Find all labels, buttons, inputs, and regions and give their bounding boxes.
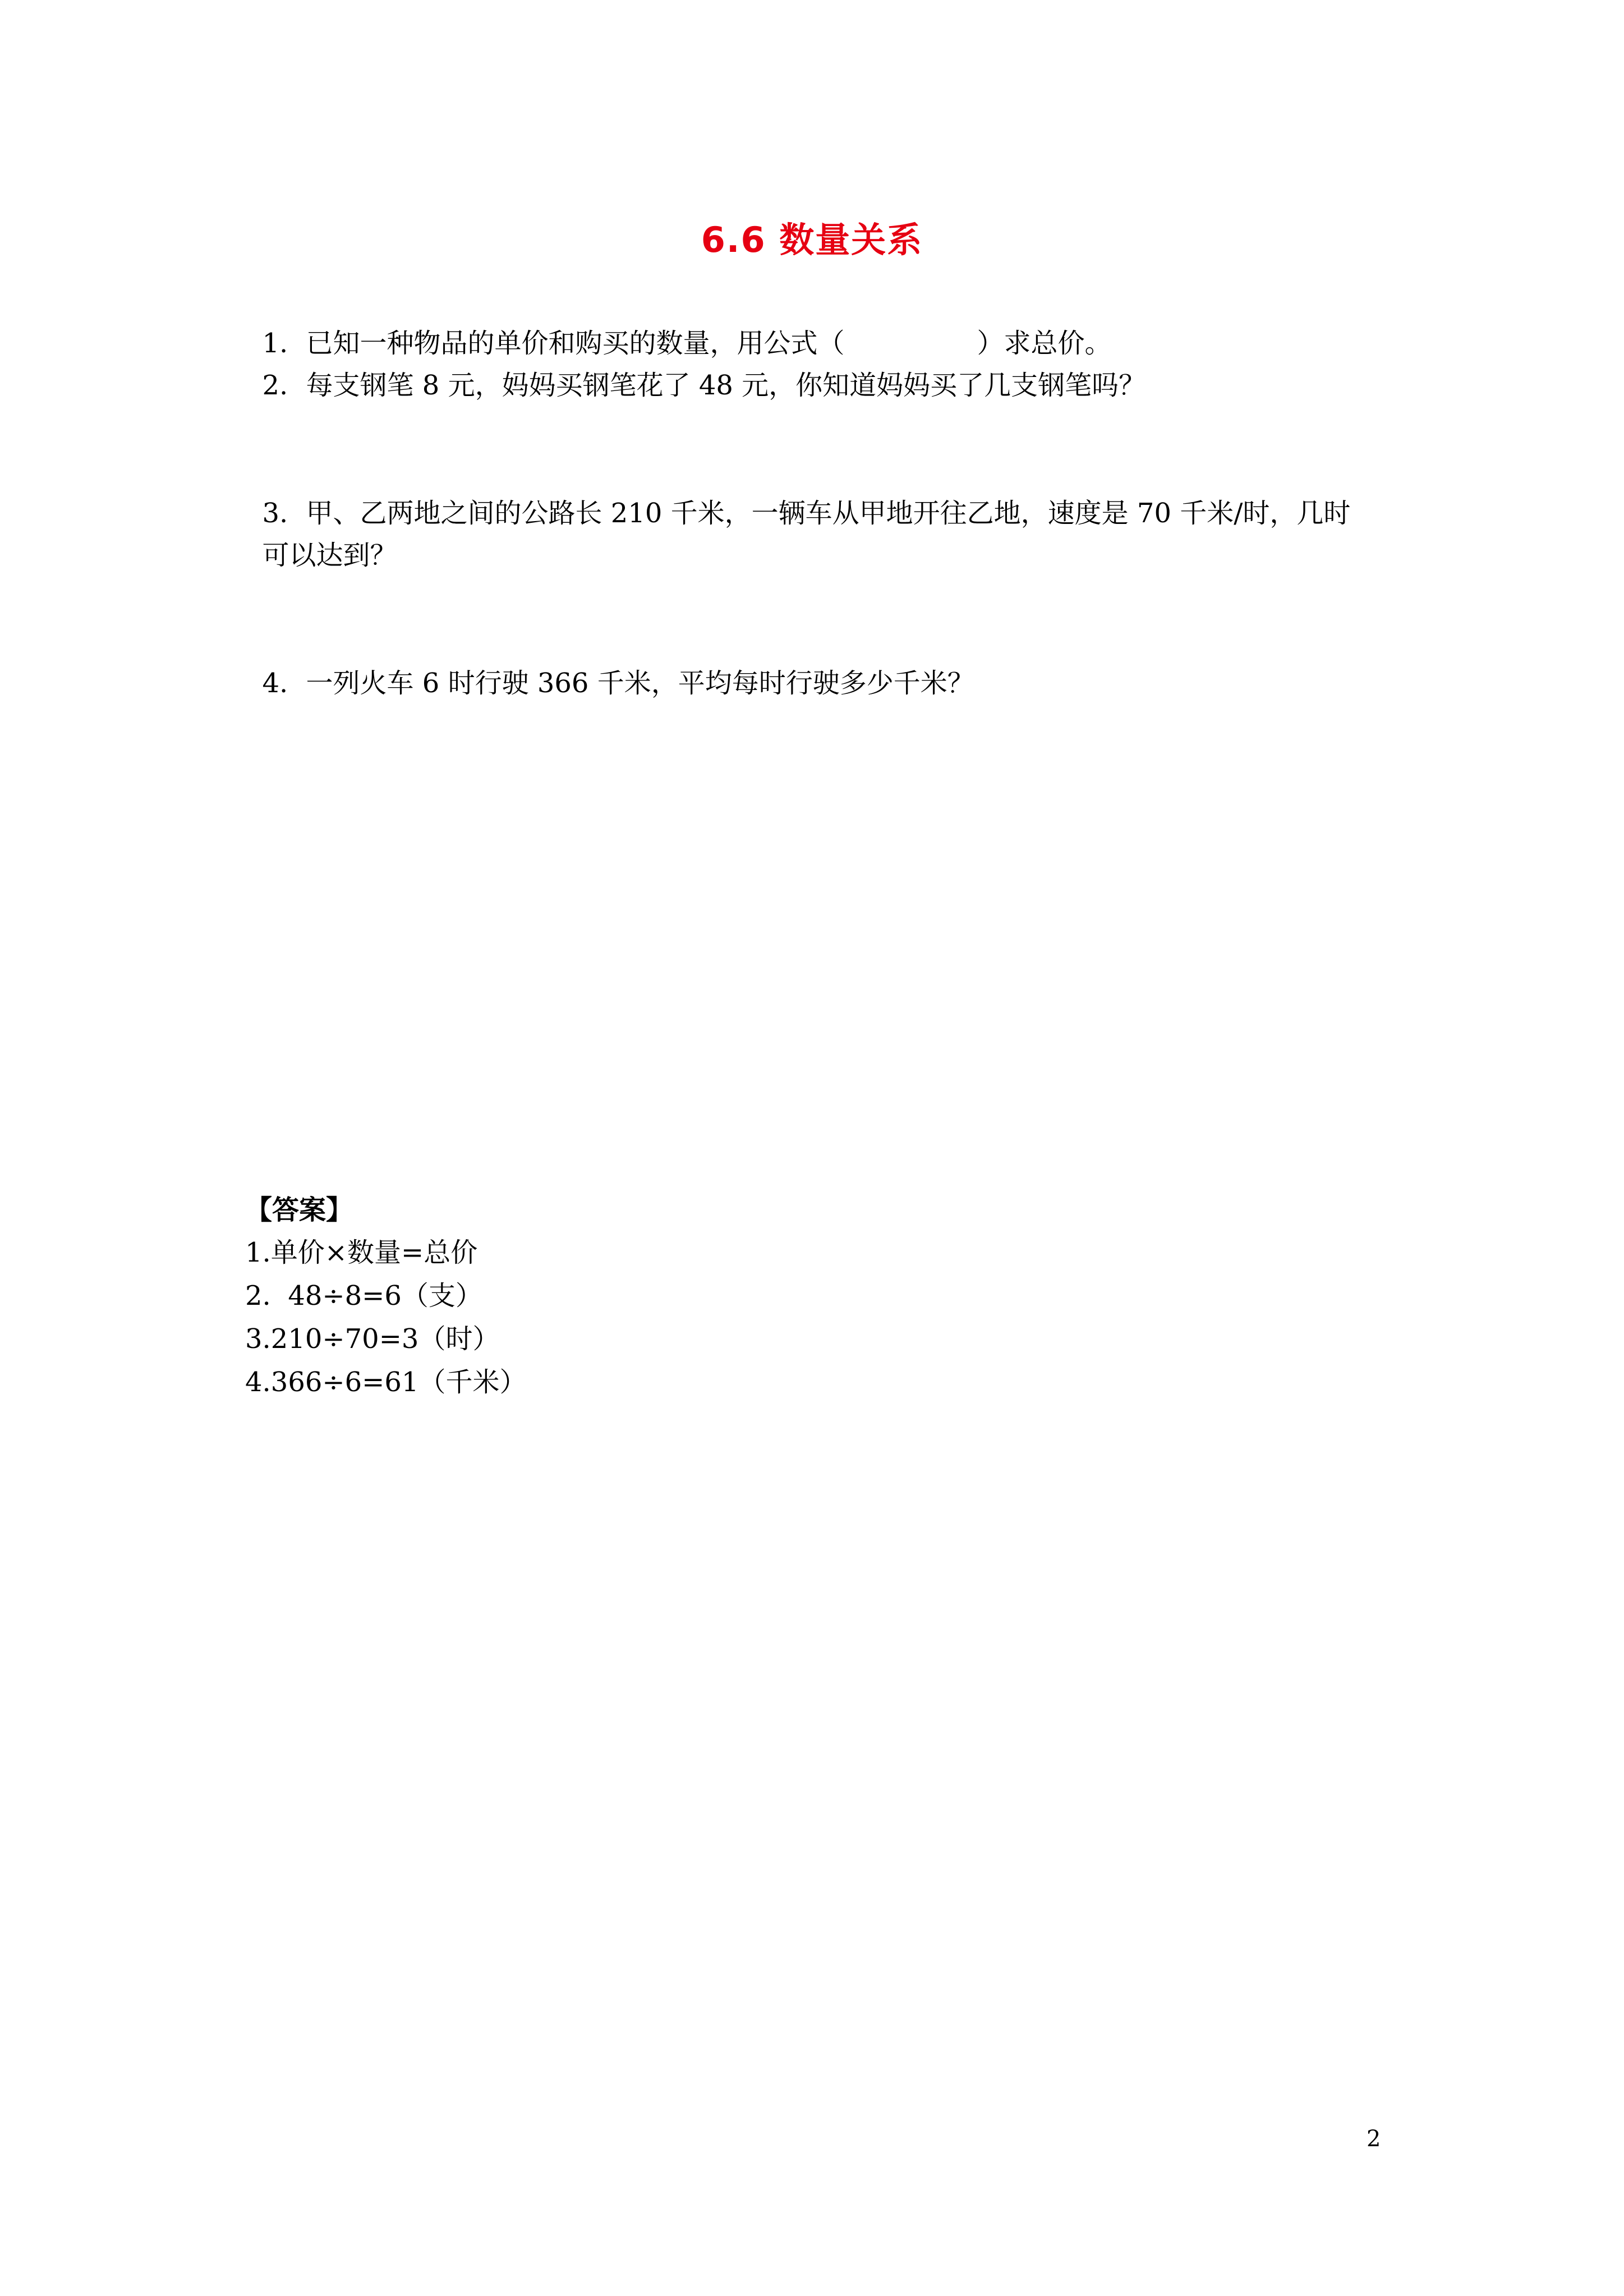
answer-item: 3.210÷70=3（时） [245,1323,500,1355]
page-title: 6.6 数量关系 [701,219,923,260]
question-3 [245,463,1350,530]
question-text: 每支钢笔 8 元，妈妈买钢笔花了 48 元，你知道妈妈买了几支钢笔吗？ [306,370,1146,401]
question-3-continued [245,505,397,572]
answer-item: 1.单价×数量=总价 [245,1237,478,1268]
question-4 [245,633,974,700]
question-text: ）求总价。 [977,328,1112,359]
page-number: 2 [1367,2126,1381,2152]
answer-item: 4.366÷6=61（千米） [245,1366,527,1398]
question-text: 可以达到？ [262,540,397,571]
question-number: 4. [262,668,288,699]
question-number: 2. [262,370,288,401]
question-number: 1. [262,328,288,359]
question-text: 一列火车 6 时行驶 366 千米，平均每时行驶多少千米？ [306,668,974,699]
question-text: 已知一种物品的单价和购买的数量，用公式（ [306,328,845,359]
answer-item: 2. 48÷8=6（支） [245,1280,482,1312]
answers-heading: 【答案】 [245,1194,353,1226]
question-number: 3. [262,498,288,529]
question-text: 甲、乙两地之间的公路长 210 千米，一辆车从甲地开往乙地，速度是 70 千米/时，几时 [306,498,1351,529]
question-2 [245,335,1145,402]
